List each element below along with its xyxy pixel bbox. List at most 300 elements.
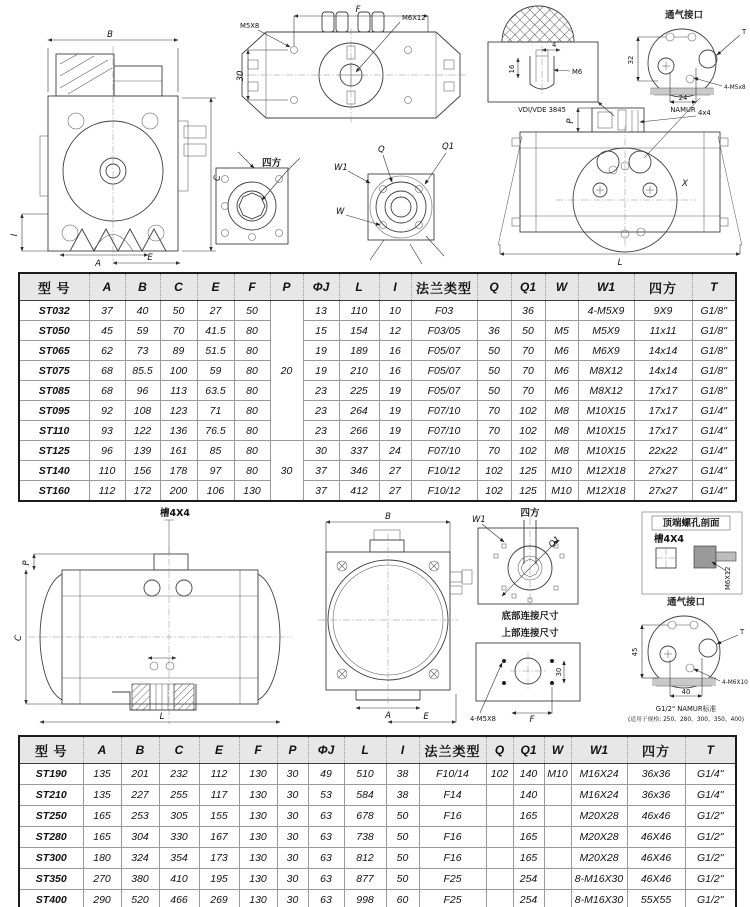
dim-label: 4-M5X8 (470, 715, 496, 723)
table-cell: M10 (544, 764, 571, 785)
table-cell: 178 (160, 461, 197, 481)
table-cell: 410 (159, 869, 199, 890)
column-header: ΦJ (303, 273, 339, 301)
table-cell (545, 301, 578, 321)
caption: G1/2" NAMUR标准 (655, 705, 717, 713)
table-cell: 63 (308, 848, 344, 869)
column-header: I (386, 736, 419, 764)
drawing-big-side-view (4, 502, 296, 732)
table-cell: 102 (511, 401, 545, 421)
table-cell: 50 (477, 341, 511, 361)
table-cell: 108 (125, 401, 160, 421)
table-row (19, 421, 736, 441)
table-cell: 40 (125, 301, 160, 321)
table-cell: ST250 (19, 806, 83, 827)
dim-label: 4x4 (698, 109, 711, 117)
column-header: T (685, 736, 736, 764)
table-cell: G1/4" (692, 461, 736, 481)
table-cell: 80 (234, 361, 270, 381)
table-cell: 70 (160, 321, 197, 341)
table-cell: M6 (545, 341, 578, 361)
table-cell: 27x27 (634, 481, 692, 502)
table-cell: 22x22 (634, 441, 692, 461)
table-cell: 102 (477, 481, 511, 502)
table-cell: 30 (277, 848, 308, 869)
table-cell: 738 (344, 827, 386, 848)
spec-table-large-models (18, 735, 737, 907)
table-cell (486, 869, 513, 890)
table-cell: 269 (199, 890, 239, 907)
dim-label: M5X8 (240, 22, 260, 30)
table-cell: 584 (344, 785, 386, 806)
table-cell: 60 (386, 890, 419, 907)
table-cell: F16 (419, 806, 486, 827)
table-cell: 36 (477, 321, 511, 341)
table-cell: F10/12 (411, 481, 477, 502)
table-cell: M12X18 (578, 481, 634, 502)
table-cell: 180 (83, 848, 121, 869)
table-cell: ST140 (19, 461, 89, 481)
table-cell: 510 (344, 764, 386, 785)
dim-label: B (385, 512, 391, 522)
table-cell: G1/2" (685, 848, 736, 869)
table-row (19, 381, 736, 401)
table-cell: F10/12 (411, 461, 477, 481)
dim-label: 16 (508, 64, 516, 74)
drawing-top-connection (468, 625, 592, 725)
table-cell: 8-M16X30 (571, 869, 627, 890)
column-header: Q1 (513, 736, 544, 764)
table-cell: 93 (89, 421, 125, 441)
table-cell: 125 (511, 461, 545, 481)
table-cell: 70 (511, 381, 545, 401)
column-header: E (197, 273, 234, 301)
table-cell: 70 (511, 341, 545, 361)
column-header: E (199, 736, 239, 764)
table-cell: 998 (344, 890, 386, 907)
table-cell: 123 (160, 401, 197, 421)
table-cell: 135 (83, 764, 121, 785)
column-header: P (277, 736, 308, 764)
table-cell: 97 (197, 461, 234, 481)
table-cell: 102 (486, 764, 513, 785)
table-cell: F25 (419, 869, 486, 890)
table-cell: 16 (379, 341, 411, 361)
drawing-top-view (232, 2, 470, 144)
table-cell: 112 (199, 764, 239, 785)
table-cell: 412 (339, 481, 379, 502)
drawing-screw-section (638, 508, 746, 598)
table-cell: 92 (89, 401, 125, 421)
table-cell: 17x17 (634, 401, 692, 421)
table-cell: 37 (89, 301, 125, 321)
column-header: W1 (571, 736, 627, 764)
table-cell: 30 (277, 827, 308, 848)
table-row (19, 341, 736, 361)
table-cell: M10X15 (578, 401, 634, 421)
table-cell: M20X28 (571, 848, 627, 869)
table-cell: ST350 (19, 869, 83, 890)
table-cell: F07/10 (411, 401, 477, 421)
table-cell: M8 (545, 421, 578, 441)
spec-table-small-models (18, 272, 737, 502)
table-cell: 165 (513, 827, 544, 848)
column-header: F (239, 736, 277, 764)
dim-label: I (10, 233, 20, 237)
table-cell: G1/8" (692, 341, 736, 361)
table-cell: ST400 (19, 890, 83, 907)
table-cell: 130 (239, 890, 277, 907)
table-cell: 8-M16X30 (571, 890, 627, 907)
table-cell: F05/07 (411, 381, 477, 401)
table-cell: 55X55 (627, 890, 685, 907)
table-cell: 270 (83, 869, 121, 890)
table-cell: 102 (511, 421, 545, 441)
column-header: 法兰类型 (411, 273, 477, 301)
table-cell: G1/8" (692, 381, 736, 401)
table-cell: 102 (477, 461, 511, 481)
table-cell: ST075 (19, 361, 89, 381)
table-cell: 19 (379, 401, 411, 421)
table-cell: 80 (234, 401, 270, 421)
dim-label: E (147, 253, 153, 263)
table-cell: 50 (386, 806, 419, 827)
table-cell: G1/8" (692, 301, 736, 321)
column-header: A (83, 736, 121, 764)
column-header: 四方 (627, 736, 685, 764)
table-cell: 165 (83, 827, 121, 848)
table-cell: G1/4" (692, 401, 736, 421)
table-cell: 85 (197, 441, 234, 461)
table-cell: 17x17 (634, 421, 692, 441)
table-cell: 27 (379, 461, 411, 481)
table-cell: 380 (121, 869, 159, 890)
table-cell: M20X28 (571, 806, 627, 827)
namur-label: NAMUR (670, 106, 696, 114)
table-cell: 46X46 (627, 848, 685, 869)
table-cell: 136 (160, 421, 197, 441)
table-cell (486, 890, 513, 907)
table-cell: 53 (308, 785, 344, 806)
table-cell: F05/07 (411, 361, 477, 381)
table-cell: 17x17 (634, 381, 692, 401)
table-cell: 466 (159, 890, 199, 907)
table-cell: 165 (83, 806, 121, 827)
caption: 上部连接尺寸 (501, 628, 559, 639)
column-header: Q1 (511, 273, 545, 301)
caption: (适用于规格: 250、280、300、350、400) (628, 717, 744, 723)
dim-label: 4 (552, 41, 557, 49)
table-cell: 140 (513, 764, 544, 785)
dim-label: 32 (627, 55, 635, 65)
table-cell: 201 (121, 764, 159, 785)
table-cell: 50 (386, 869, 419, 890)
table-cell: ST095 (19, 401, 89, 421)
table-cell: 30 (277, 785, 308, 806)
table-cell: G1/2" (685, 890, 736, 907)
table-cell: 50 (511, 321, 545, 341)
table-cell: M20X28 (571, 827, 627, 848)
column-header: B (125, 273, 160, 301)
table-cell: ST065 (19, 341, 89, 361)
table-cell: G1/4" (692, 481, 736, 502)
table-cell: 45 (89, 321, 125, 341)
dim-label: 40 (681, 688, 691, 696)
table-cell: 812 (344, 848, 386, 869)
column-header: ΦJ (308, 736, 344, 764)
table-cell: 161 (160, 441, 197, 461)
table-cell: G1/2" (685, 869, 736, 890)
table-cell: M6 (545, 381, 578, 401)
table-cell: F03/05 (411, 321, 477, 341)
table-cell: M5 (545, 321, 578, 341)
dim-label: C (14, 635, 24, 641)
table-cell: 46X46 (627, 827, 685, 848)
table-cell: 172 (125, 481, 160, 502)
dim-label: 4-M6X10 (722, 680, 748, 686)
table-cell: 110 (89, 461, 125, 481)
table-cell: 27x27 (634, 461, 692, 481)
table-cell: 520 (121, 890, 159, 907)
table-cell: F05/07 (411, 341, 477, 361)
table-cell: 9X9 (634, 301, 692, 321)
table-cell: ST032 (19, 301, 89, 321)
dim-label: 4-M5x8 (724, 85, 746, 91)
dim-label: W1 (472, 515, 486, 525)
table-cell: 266 (339, 421, 379, 441)
dim-label: M6 (572, 68, 583, 76)
caption: 底部连接尺寸 (501, 611, 559, 622)
table-cell (486, 806, 513, 827)
table-cell: 330 (159, 827, 199, 848)
slot-label: 槽4X4 (160, 508, 191, 519)
table-cell: 337 (339, 441, 379, 461)
slot-label: 槽4X4 (654, 534, 685, 545)
table-cell: 50 (386, 848, 419, 869)
table-cell: ST300 (19, 848, 83, 869)
table-row (19, 461, 736, 481)
table-cell: 4-M5X9 (578, 301, 634, 321)
table-cell: ST050 (19, 321, 89, 341)
table-cell: 50 (386, 827, 419, 848)
column-header: W1 (578, 273, 634, 301)
table-cell: 70 (477, 401, 511, 421)
table-cell: 63.5 (197, 381, 234, 401)
table-cell: 70 (511, 361, 545, 381)
table-cell: M5X9 (578, 321, 634, 341)
table-cell (544, 890, 571, 907)
table-cell (477, 301, 511, 321)
table-cell: 70 (477, 421, 511, 441)
table-cell: 324 (121, 848, 159, 869)
table-cell: 200 (160, 481, 197, 502)
table-cell: 30 (277, 890, 308, 907)
drawing-end-view (298, 508, 480, 728)
dim-label: E (423, 712, 429, 722)
dim-label: L (159, 712, 165, 722)
table-cell: G1/8" (692, 321, 736, 341)
table-cell: 49 (308, 764, 344, 785)
table-cell: 36x36 (627, 764, 685, 785)
table-cell: 46X46 (627, 869, 685, 890)
table-cell: M8 (545, 401, 578, 421)
table-cell: 23 (303, 381, 339, 401)
table-cell (544, 869, 571, 890)
table-cell: 130 (239, 869, 277, 890)
table-cell: F07/10 (411, 441, 477, 461)
table-cell: 877 (344, 869, 386, 890)
table-cell: 19 (379, 421, 411, 441)
table-cell: 255 (159, 785, 199, 806)
dim-label: F (355, 5, 361, 15)
column-header: L (344, 736, 386, 764)
table-cell: M6X9 (578, 341, 634, 361)
table-cell: G1/4" (685, 785, 736, 806)
table-cell: 63 (308, 869, 344, 890)
table-cell: 96 (89, 441, 125, 461)
table-cell: 125 (511, 481, 545, 502)
table-row (19, 401, 736, 421)
table-cell: F14 (419, 785, 486, 806)
table-cell: F03 (411, 301, 477, 321)
table-cell: ST160 (19, 481, 89, 502)
table-cell: 304 (121, 827, 159, 848)
table-cell: ST190 (19, 764, 83, 785)
table-cell: 14x14 (634, 361, 692, 381)
table-cell: G1/2" (685, 827, 736, 848)
table-cell: 130 (239, 785, 277, 806)
column-header: L (339, 273, 379, 301)
table-cell: 14x14 (634, 341, 692, 361)
table-row (19, 869, 736, 890)
column-header: C (160, 273, 197, 301)
table-cell: 30 (270, 441, 303, 502)
dim-label: Q1 (442, 142, 455, 152)
table-cell: 68 (89, 381, 125, 401)
table-cell: ST110 (19, 421, 89, 441)
dim-label: A (95, 259, 101, 269)
drawing-flange-view (330, 140, 470, 266)
dim-label: A (385, 711, 391, 721)
table-cell (486, 785, 513, 806)
table-cell: 50 (160, 301, 197, 321)
table-cell: 130 (239, 827, 277, 848)
dim-label: 24 (678, 94, 688, 102)
table-cell: 154 (339, 321, 379, 341)
caption: VDI/VDE 3845 (518, 106, 566, 114)
air-port-title: 通气接口 (664, 10, 704, 21)
column-header: T (692, 273, 736, 301)
table-cell: 46x46 (627, 806, 685, 827)
table-cell: 10 (379, 301, 411, 321)
table-cell: ST210 (19, 785, 83, 806)
table-cell: 156 (125, 461, 160, 481)
table-cell: 36x36 (627, 785, 685, 806)
table-cell: 80 (234, 461, 270, 481)
table-cell: 106 (197, 481, 234, 502)
table-cell: 354 (159, 848, 199, 869)
table-cell (544, 785, 571, 806)
drawing-side-view-top (492, 96, 750, 268)
dim-label: W (336, 207, 345, 217)
column-header: F (234, 273, 270, 301)
table-cell: 102 (511, 441, 545, 461)
table-cell: 254 (513, 869, 544, 890)
table-cell: 100 (160, 361, 197, 381)
table-cell: 51.5 (197, 341, 234, 361)
table-cell: ST280 (19, 827, 83, 848)
table-cell: G1/2" (685, 806, 736, 827)
table-cell: M16X24 (571, 764, 627, 785)
table-cell: 12 (379, 321, 411, 341)
table-cell: 117 (199, 785, 239, 806)
table-cell: 73 (125, 341, 160, 361)
table-cell: 24 (379, 441, 411, 461)
table-cell: ST085 (19, 381, 89, 401)
dim-label: P (566, 118, 576, 124)
table-cell: 89 (160, 341, 197, 361)
table-row (19, 785, 736, 806)
table-cell: 346 (339, 461, 379, 481)
table-cell: G1/4" (685, 764, 736, 785)
table-cell (544, 806, 571, 827)
table-cell: 122 (125, 421, 160, 441)
table-cell: 210 (339, 361, 379, 381)
table-cell: 173 (199, 848, 239, 869)
column-header: 型 号 (19, 273, 89, 301)
table-cell: 30 (277, 869, 308, 890)
caption: 顶端螺孔剖面 (662, 518, 720, 529)
table-cell: 50 (234, 301, 270, 321)
table-cell: 27 (379, 481, 411, 502)
table-cell: 30 (277, 764, 308, 785)
table-cell: 30 (277, 806, 308, 827)
table-cell: F16 (419, 848, 486, 869)
table-cell: M10 (545, 461, 578, 481)
table-cell: 167 (199, 827, 239, 848)
table-cell: 71 (197, 401, 234, 421)
dim-label: B (107, 30, 113, 40)
table-cell: 63 (308, 827, 344, 848)
air-port-title: 通气接口 (666, 597, 706, 608)
table-cell: 27 (197, 301, 234, 321)
table-cell: 130 (239, 848, 277, 869)
table-cell: 41.5 (197, 321, 234, 341)
table-cell: 30 (303, 441, 339, 461)
dim-label: M6X12 (402, 14, 426, 22)
column-header: B (121, 736, 159, 764)
table-cell: M6 (545, 361, 578, 381)
sifang-label: 四方 (262, 158, 282, 169)
table-row (19, 481, 736, 502)
table-cell: 135 (83, 785, 121, 806)
table-cell: 23 (303, 401, 339, 421)
table-row (19, 321, 736, 341)
table-cell: 195 (199, 869, 239, 890)
table-cell: 189 (339, 341, 379, 361)
column-header: P (270, 273, 303, 301)
table-cell: 23 (303, 421, 339, 441)
dim-label: Q1 (547, 534, 563, 551)
table-cell: 63 (308, 890, 344, 907)
dim-label: W1 (334, 163, 348, 173)
column-header: Q (486, 736, 513, 764)
table-cell: M16X24 (571, 785, 627, 806)
table-cell: 11x11 (634, 321, 692, 341)
table-cell: 130 (239, 806, 277, 827)
table-cell: 80 (234, 341, 270, 361)
table-cell: G1/4" (692, 441, 736, 461)
